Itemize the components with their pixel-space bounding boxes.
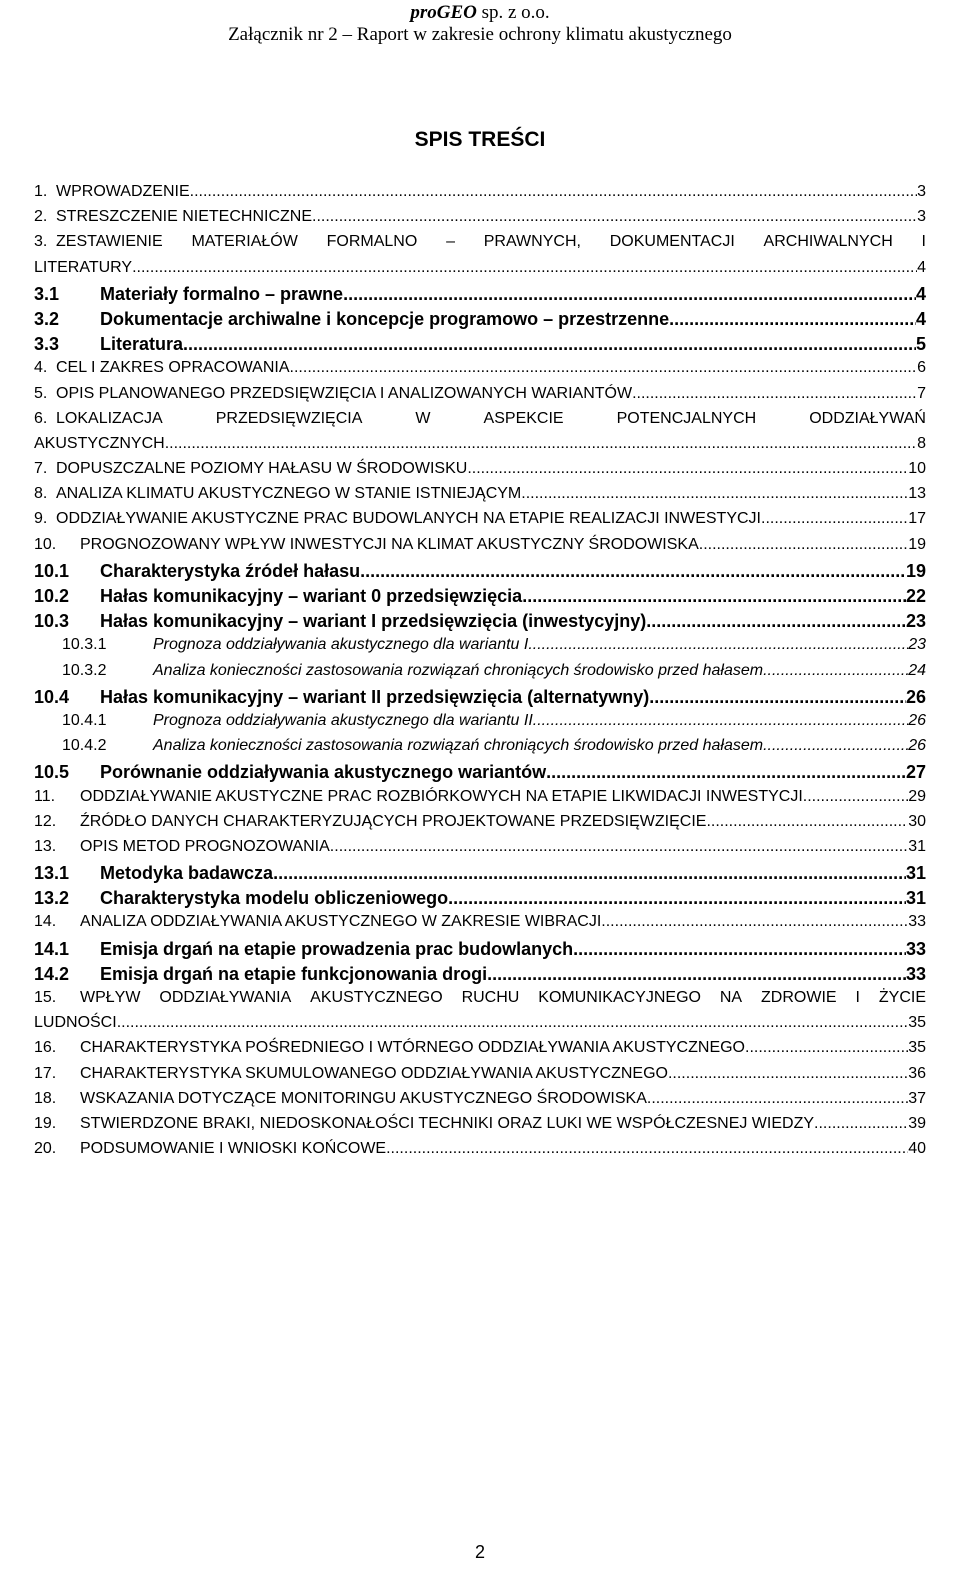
toc-entry-leader [183,334,916,355]
toc-entry-line [34,233,926,258]
toc-entry-leader [763,662,908,680]
toc-entry[interactable] [34,737,926,762]
toc-entry-page: 36 [908,1064,926,1082]
toc-entry[interactable] [34,788,926,813]
toc-entry-title: Analiza konieczności zastosowania rozwiązań chroniących środowisko przed hałasem [153,737,764,755]
toc-entry[interactable] [34,989,926,1039]
toc-entry-leader [699,536,908,554]
toc-entry-leader [646,611,906,632]
toc-entry-leader [745,1039,908,1057]
toc-entry-number: 3.1 [34,283,60,304]
toc-entry-title: Materiały formalno – prawne [100,283,344,304]
toc-entry-title: ODDZIAŁYWANIE AKUSTYCZNE PRAC BUDOWLANYCH NA ETAPIE REALIZACJI INWESTYCJI [56,510,761,528]
toc-entry-leader [522,586,906,607]
toc-entry[interactable] [34,183,926,208]
toc-entry[interactable] [34,208,926,233]
company-brand: proGEO [410,2,477,23]
toc-entry[interactable] [34,1140,926,1165]
toc-entry-number: 7. [34,460,48,478]
toc-entry-number: 5. [34,384,48,402]
toc-entry-page: 8 [917,434,926,452]
toc-entry[interactable] [34,813,926,838]
toc-entry-number: 10.5 [34,762,70,783]
toc-entry-number: 19. [34,1114,57,1132]
toc-entry-number: 3.2 [34,308,60,329]
toc-entry-leader [467,460,908,478]
toc-entry-title: Emisja drgań na etapie prowadzenia prac budowlanych [100,938,574,959]
toc-entry-number: 4. [34,359,48,377]
toc-entry-title: Porównanie oddziaływania akustycznego wariantów [100,762,547,783]
toc-entry[interactable] [34,385,926,410]
toc-entry-page: 31 [908,837,926,855]
document-subtitle: Załącznik nr 2 – Raport w zakresie ochrony klimatu akustycznego [228,24,732,45]
toc-entry-page: 10 [908,460,926,478]
toc-entry-page: 4 [915,308,926,329]
toc-entry[interactable] [34,636,926,661]
toc-entry[interactable] [34,460,926,485]
toc-entry-title: DOPUSZCZALNE POZIOMY HAŁASU W ŚRODOWISKU [56,460,468,478]
toc-entry-title-continued: LUDNOŚCI [34,1014,117,1032]
toc-entry-leader [803,788,908,806]
company-suffix: sp. z o.o. [476,2,550,23]
toc-entry-leader [546,762,906,783]
toc-entry-page: 33 [905,963,926,984]
toc-entry[interactable] [34,334,926,359]
toc-entry-leader [573,939,906,960]
toc-entry-line [34,435,926,460]
toc-entry-page: 26 [908,711,926,729]
toc-entry-leader [669,309,916,330]
toc-entry[interactable] [34,913,926,938]
toc-entry-page: 26 [905,686,926,707]
toc-entry-number: 20. [34,1140,57,1158]
toc-entry-page: 24 [908,661,926,679]
toc-entry-page: 4 [917,258,926,276]
page-header [0,2,960,46]
toc-entry-leader [528,636,908,654]
toc-entry-number: 15. [34,989,57,1006]
toc-entry-page: 17 [908,510,926,528]
toc-entry-leader [132,259,917,277]
toc-entry-title: Emisja drgań na etapie funkcjonowania drogi [100,963,488,984]
toc-entry-line [34,1014,926,1039]
toc-entry-number: 13. [34,837,57,855]
toc-entry[interactable] [34,687,926,712]
toc-entry-title: Hałas komunikacyjny – wariant I przedsięwzięcia (inwestycyjny) [100,611,647,632]
toc-entry[interactable] [34,863,926,888]
toc-entry-number: 10.3.1 [62,636,107,654]
table-of-contents [34,183,926,1165]
toc-entry-page: 40 [908,1140,926,1158]
toc-entry[interactable] [34,712,926,737]
toc-entry-number: 2. [34,208,48,226]
toc-entry-title: Charakterystyka źródeł hałasu [100,560,361,581]
toc-entry-leader [343,284,916,305]
page-number: 2 [474,1542,485,1562]
toc-entry-leader [330,838,908,856]
toc-entry-number: 11. [34,787,56,805]
toc-entry[interactable] [34,662,926,687]
toc-entry-title-continued: AKUSTYCZNYCH [34,434,165,452]
toc-entry[interactable] [34,510,926,535]
toc-entry-page: 29 [908,787,926,805]
toc-entry-number: 13.1 [34,863,70,884]
toc-entry[interactable] [34,964,926,989]
toc-entry-title: Metodyka badawcza [100,863,274,884]
toc-entry-number: 10.1 [34,560,70,581]
toc-entry-title: WSKAZANIA DOTYCZĄCE MONITORINGU AKUSTYCZNEGO ŚRODOWISKA [80,1089,647,1107]
toc-entry-leader [487,964,906,985]
toc-entry-title: PROGNOZOWANY WPŁYW INWESTYCJI NA KLIMAT AKUSTYCZNY ŚRODOWISKA [80,535,699,553]
toc-entry[interactable] [34,939,926,964]
toc-entry-title: WPŁYW ODDZIAŁYWANIA AKUSTYCZNEGO RUCHU KOMUNIKACYJNEGO NA ZDROWIE I ŻYCIE [80,989,926,1006]
toc-entry[interactable] [34,1039,926,1064]
toc-entry-line [34,410,926,435]
toc-entry-title: LOKALIZACJA PRZEDSIĘWZIĘCIA W ASPEKCIE POTENCJALNYCH ODDZIAŁYWAŃ [56,409,926,427]
toc-entry-number: 3.3 [34,334,60,355]
company-line [0,2,960,24]
toc-entry-title-continued: LITERATURY [34,258,133,276]
toc-entry-head [34,233,926,251]
toc-entry-page: 31 [905,888,926,909]
toc-entry-number: 8. [34,485,48,503]
toc-entry-leader [448,888,906,909]
toc-entry-page: 19 [905,560,926,581]
toc-entry-leader [814,1115,908,1133]
toc-entry-page: 30 [908,812,926,830]
toc-entry-head [34,410,926,428]
toc-entry-page: 3 [917,183,926,200]
toc-entry-page: 33 [905,938,926,959]
toc-entry-number: 3. [34,233,48,251]
toc-entry-leader [521,485,908,503]
toc-entry-leader [649,687,906,708]
toc-entry-title: Dokumentacje archiwalne i koncepcje programowo – przestrzenne [100,308,670,329]
toc-entry[interactable] [34,359,926,384]
toc-entry-leader [117,1014,909,1032]
toc-entry-leader [360,561,906,582]
toc-entry-number: 10.4.1 [62,711,107,729]
toc-entry-leader [761,510,908,528]
toc-entry-number: 10.3 [34,611,70,632]
toc-entry-page: 27 [905,762,926,783]
toc-entry-page: 26 [908,737,926,755]
toc-entry-leader [312,208,917,226]
toc-entry-number: 14.2 [34,963,70,984]
toc-entry-page: 31 [905,863,926,884]
toc-entry-number: 10.3.2 [62,661,107,679]
toc-entry[interactable] [34,233,926,283]
toc-entry-page: 19 [908,535,926,553]
toc-entry[interactable] [34,536,926,561]
toc-entry-leader [668,1065,908,1083]
toc-entry-title: CEL I ZAKRES OPRACOWANIA [56,359,290,377]
toc-entry-leader [533,712,908,730]
toc-entry-leader [632,385,917,403]
toc-entry-number: 10.4.2 [62,737,107,755]
toc-entry-number: 12. [34,812,57,830]
toc-entry-page: 7 [917,384,926,402]
toc-entry-number: 1. [34,183,48,200]
toc-entry-title: CHARAKTERYSTYKA POŚREDNIEGO I WTÓRNEGO ODDZIAŁYWANIA AKUSTYCZNEGO [80,1039,745,1057]
toc-entry[interactable] [34,888,926,913]
toc-entry-number: 18. [34,1089,57,1107]
toc-entry-page: 4 [915,283,926,304]
toc-entry-number: 10.2 [34,586,70,606]
toc-entry[interactable] [34,309,926,334]
toc-entry-page: 39 [908,1114,926,1132]
toc-entry-title: ANALIZA KLIMATU AKUSTYCZNEGO W STANIE ISTNIEJĄCYM [56,485,522,503]
toc-entry-leader [386,1140,908,1158]
toc-entry[interactable] [34,1065,926,1090]
toc-entry-leader [165,435,917,453]
toc-entry-title: Literatura [100,334,184,355]
toc-entry-leader [763,737,908,755]
toc-entry-title: Prognoza oddziaływania akustycznego dla wariantu I [153,636,529,654]
toc-entry-page: 3 [917,208,926,226]
toc-entry-title: ŹRÓDŁO DANYCH CHARAKTERYZUJĄCYCH PROJEKTOWANE PRZEDSIĘWZIĘCIE [80,812,707,830]
toc-entry-page: 37 [908,1089,926,1107]
toc-entry-title: STRESZCZENIE NIETECHNICZNE [56,208,313,226]
toc-entry-leader [601,913,908,931]
toc-entry-title: Prognoza oddziaływania akustycznego dla wariantu II [153,711,533,729]
toc-entry-title: Analiza konieczności zastosowania rozwiązań chroniących środowisko przed hałasem [153,661,764,679]
toc-entry-number: 16. [34,1039,57,1057]
toc-entry-number: 17. [34,1064,57,1082]
toc-entry[interactable] [34,410,926,460]
toc-entry-page: 22 [905,586,926,606]
toc-entry-title: OPIS METOD PROGNOZOWANIA [80,837,330,855]
toc-entry-title: STWIERDZONE BRAKI, NIEDOSKONAŁOŚCI TECHNIKI ORAZ LUKI WE WSPÓŁCZESNEJ WIEDZY [80,1114,815,1132]
toc-entry-leader [190,183,917,201]
toc-entry-page: 35 [908,1014,926,1032]
toc-entry-leader [290,359,918,377]
toc-entry[interactable] [34,838,926,863]
toc-entry-title: CHARAKTERYSTYKA SKUMULOWANEGO ODDZIAŁYWANIA AKUSTYCZNEGO [80,1064,668,1082]
toc-entry-page: 5 [915,334,926,355]
toc-entry-page: 23 [905,611,926,632]
toc-entry-title: Hałas komunikacyjny – wariant 0 przedsięwzięcia [100,586,523,606]
toc-entry-head [34,989,926,1007]
toc-entry-page: 33 [908,913,926,931]
toc-entry-page: 6 [917,359,926,377]
toc-entry-leader [706,813,908,831]
toc-entry-number: 9. [34,510,48,528]
toc-entry[interactable] [34,762,926,787]
toc-entry-title: Charakterystyka modelu obliczeniowego [100,888,449,909]
toc-entry-number: 10. [34,535,57,553]
toc-entry[interactable] [34,611,926,636]
toc-entry-number: 6. [34,409,48,427]
toc-entry[interactable] [34,561,926,586]
toc-entry-title: OPIS PLANOWANEGO PRZEDSIĘWZIĘCIA I ANALIZOWANYCH WARIANTÓW [56,384,633,402]
toc-title: SPIS TREŚCI [414,128,546,151]
toc-entry[interactable] [34,284,926,309]
toc-entry-number: 10.4 [34,686,70,707]
toc-entry-number: 13.2 [34,888,70,909]
toc-entry-title: ZESTAWIENIE MATERIAŁÓW FORMALNO – PRAWNYCH, DOKUMENTACJI ARCHIWALNYCH I [56,233,926,251]
toc-entry-title: Hałas komunikacyjny – wariant II przedsięwzięcia (alternatywny) [100,686,650,707]
toc-entry-line [34,259,926,284]
toc-entry-page: 35 [908,1039,926,1057]
toc-entry[interactable] [34,1115,926,1140]
toc-entry-title: PODSUMOWANIE I WNIOSKI KOŃCOWE [80,1140,387,1158]
toc-entry-title: ANALIZA ODDZIAŁYWANIA AKUSTYCZNEGO W ZAKRESIE WIBRACJI [80,913,602,931]
toc-entry[interactable] [34,485,926,510]
toc-entry-title: ODDZIAŁYWANIE AKUSTYCZNE PRAC ROZBIÓRKOWYCH NA ETAPIE LIKWIDACJI INWESTYCJI [80,787,803,805]
toc-entry[interactable] [34,586,926,611]
toc-entry-page: 23 [908,636,926,654]
toc-entry-line [34,989,926,1014]
toc-entry-number: 14.1 [34,938,70,959]
toc-entry-leader [273,863,906,884]
toc-entry-page: 13 [908,485,926,503]
toc-entry-number: 14. [34,913,57,931]
toc-entry-leader [647,1090,908,1108]
toc-entry[interactable] [34,1090,926,1115]
toc-entry-title: WPROWADZENIE [56,183,190,200]
